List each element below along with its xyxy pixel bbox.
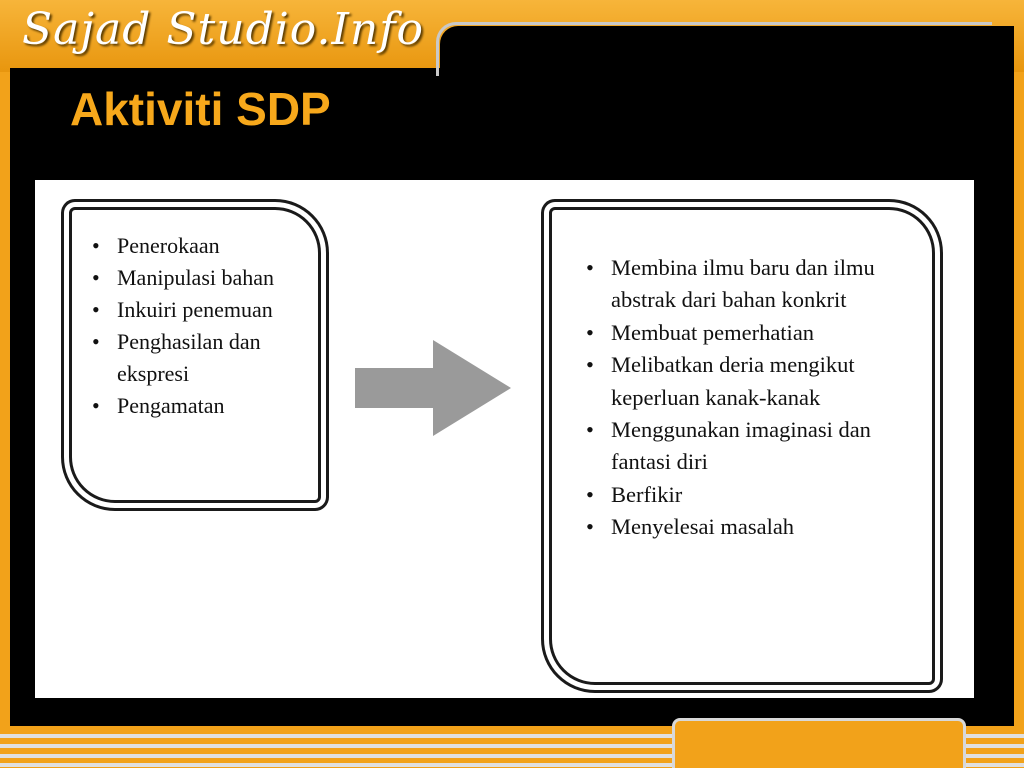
slide-title: Aktiviti SDP: [70, 83, 331, 135]
diagram: [35, 180, 974, 698]
bullet-icon: •: [586, 417, 594, 443]
right-box-list: [586, 252, 916, 544]
list-item: [586, 414, 916, 479]
list-item-text: Penghasilan dan ekspresi: [117, 329, 261, 386]
list-item-text: Manipulasi bahan: [117, 265, 275, 290]
bullet-icon: •: [92, 329, 100, 354]
list-item-text: Membuat pemerhatian: [611, 319, 815, 345]
list-item-text: Pengamatan: [117, 393, 225, 418]
right-box: [549, 207, 935, 685]
list-item-text: Menggunakan imaginasi dan fantasi diri: [611, 417, 871, 475]
footer-tab: [672, 718, 966, 768]
bullet-icon: •: [586, 319, 594, 345]
bullet-icon: •: [586, 352, 594, 378]
left-box-list: [92, 230, 307, 422]
list-item: [586, 511, 916, 543]
list-item: [92, 294, 307, 326]
list-item: [586, 349, 916, 414]
bullet-icon: •: [586, 514, 594, 540]
bullet-icon: •: [92, 393, 100, 418]
brand-logo: Sajad Studio.Info: [22, 4, 424, 55]
list-item: [586, 317, 916, 349]
bullet-icon: •: [92, 297, 100, 322]
list-item-text: Berfikir: [611, 481, 683, 507]
list-item-text: Menyelesai masalah: [611, 514, 795, 540]
right-arrow-icon: [353, 340, 513, 436]
list-item: [92, 326, 307, 390]
list-item: [92, 230, 307, 262]
list-item-text: Membina ilmu baru dan ilmu abstrak dari bahan konkrit: [611, 255, 875, 313]
list-item-text: Penerokaan: [117, 233, 220, 258]
bullet-icon: •: [92, 233, 100, 258]
header-notch-edge: [436, 22, 992, 76]
list-item: [586, 479, 916, 511]
bullet-icon: •: [92, 265, 100, 290]
list-item-text: Inkuiri penemuan: [117, 297, 273, 322]
left-box: [69, 207, 321, 503]
bullet-icon: •: [586, 255, 594, 280]
bullet-icon: •: [586, 481, 594, 507]
list-item: [92, 390, 307, 422]
list-item: [92, 262, 307, 294]
list-item: [586, 252, 916, 317]
list-item-text: Melibatkan deria mengikut keperluan kanak-kanak: [611, 352, 855, 410]
